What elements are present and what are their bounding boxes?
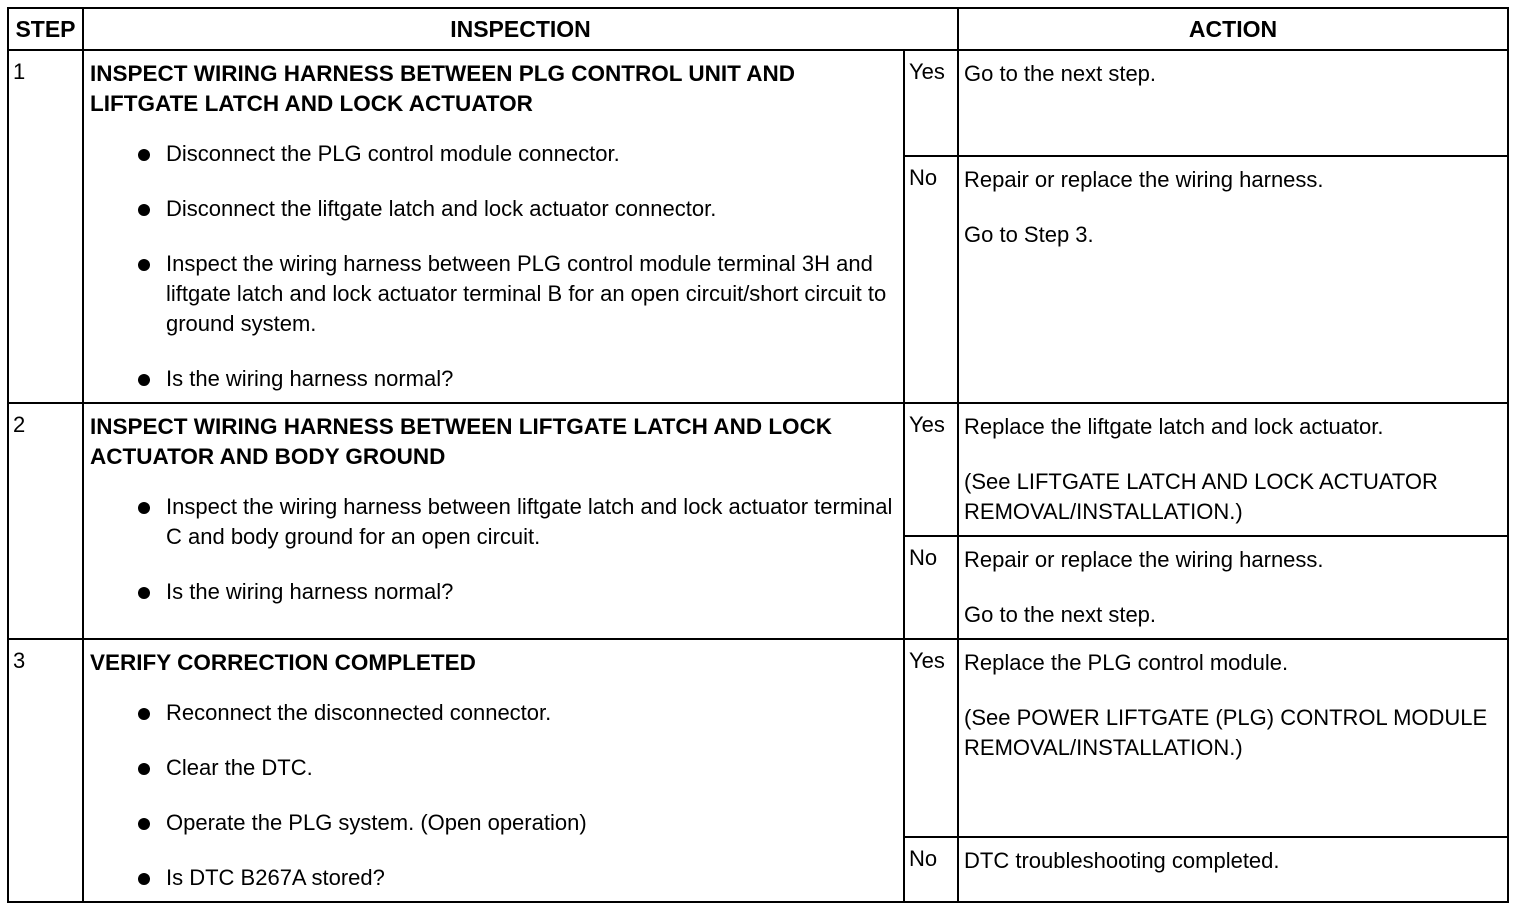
bullet-item	[138, 577, 897, 607]
bullet-text: Is the wiring harness normal?	[166, 366, 454, 391]
bullet-icon	[138, 259, 150, 271]
action-text: DTC troubleshooting completed.	[964, 847, 1280, 873]
bullet-icon	[138, 502, 150, 514]
bullet-icon	[138, 763, 150, 775]
bullet-text: Inspect the wiring harness between PLG control module terminal 3H and liftgate latch and lock actuator terminal B for an open circuit/short circuit to ground system.	[166, 251, 887, 336]
yes-action	[958, 403, 1508, 536]
step-number: 3	[8, 639, 83, 902]
no-label: No	[904, 837, 958, 902]
inspection-bullets	[90, 492, 897, 607]
no-action	[958, 156, 1508, 403]
yes-action	[958, 50, 1508, 156]
bullet-text: Is DTC B267A stored?	[166, 865, 385, 890]
troubleshooting-table	[7, 7, 1509, 903]
action-text: Go to Step 3.	[964, 222, 1094, 248]
inspection-cell	[83, 403, 904, 639]
yes-label: Yes	[904, 403, 958, 536]
bullet-text: Operate the PLG system. (Open operation)	[166, 810, 587, 835]
action-text: Replace the liftgate latch and lock actuator.	[964, 414, 1384, 439]
yes-label: Yes	[904, 50, 958, 156]
bullet-text: Inspect the wiring harness between liftgate latch and lock actuator terminal C and body ground for an open circuit.	[166, 494, 893, 549]
bullet-item	[138, 753, 897, 783]
bullet-icon	[138, 708, 150, 720]
action-text: Repair or replace the wiring harness.	[964, 547, 1324, 572]
yes-label: Yes	[904, 639, 958, 837]
bullet-icon	[138, 204, 150, 216]
bullet-icon	[138, 374, 150, 386]
no-label: No	[904, 156, 958, 403]
bullet-text: Is the wiring harness normal?	[166, 579, 454, 604]
bullet-item	[138, 139, 897, 169]
action-text: Replace the PLG control module.	[964, 650, 1289, 675]
bullet-text: Disconnect the liftgate latch and lock actuator connector.	[166, 196, 717, 221]
inspection-title: VERIFY CORRECTION COMPLETED	[90, 650, 476, 675]
no-action	[958, 837, 1508, 902]
action-text: Go to the next step.	[964, 61, 1157, 86]
header-row	[8, 8, 1508, 50]
bullet-icon	[138, 818, 150, 830]
bullet-item	[138, 808, 897, 838]
step-number: 2	[8, 403, 83, 639]
bullet-item	[138, 194, 897, 224]
step-2-yes-row	[8, 403, 1508, 536]
bullet-item	[138, 492, 897, 552]
step-3-yes-row	[8, 639, 1508, 837]
bullet-text: Reconnect the disconnected connector.	[166, 700, 552, 725]
bullet-text: Clear the DTC.	[166, 755, 313, 780]
inspection-cell	[83, 639, 904, 902]
inspection-title: INSPECT WIRING HARNESS BETWEEN LIFTGATE LATCH AND LOCK ACTUATOR AND BODY GROUND	[90, 414, 833, 469]
action-text: Go to the next step.	[964, 602, 1157, 627]
no-action	[958, 536, 1508, 639]
bullet-item	[138, 863, 897, 893]
header-inspection: INSPECTION	[83, 8, 958, 50]
no-label: No	[904, 536, 958, 639]
bullet-text: Disconnect the PLG control module connector.	[166, 141, 620, 166]
header-action: ACTION	[958, 8, 1508, 50]
step-1-yes-row	[8, 50, 1508, 156]
troubleshooting-document	[7, 7, 1507, 890]
bullet-item	[138, 698, 897, 728]
bullet-item	[138, 364, 897, 394]
header-step: STEP	[8, 8, 83, 50]
bullet-icon	[138, 587, 150, 599]
inspection-title: INSPECT WIRING HARNESS BETWEEN PLG CONTROL UNIT AND LIFTGATE LATCH AND LOCK ACTUATOR	[90, 61, 796, 116]
action-text: (See LIFTGATE LATCH AND LOCK ACTUATOR REMOVAL/INSTALLATION.)	[964, 469, 1438, 524]
step-number: 1	[8, 50, 83, 403]
action-text: (See POWER LIFTGATE (PLG) CONTROL MODULE REMOVAL/INSTALLATION.)	[964, 705, 1488, 760]
inspection-bullets	[90, 698, 897, 893]
bullet-icon	[138, 873, 150, 885]
bullet-icon	[138, 149, 150, 161]
bullet-item	[138, 249, 897, 339]
inspection-cell	[83, 50, 904, 403]
inspection-bullets	[90, 139, 897, 394]
yes-action	[958, 639, 1508, 837]
action-text: Repair or replace the wiring harness.	[964, 167, 1324, 193]
